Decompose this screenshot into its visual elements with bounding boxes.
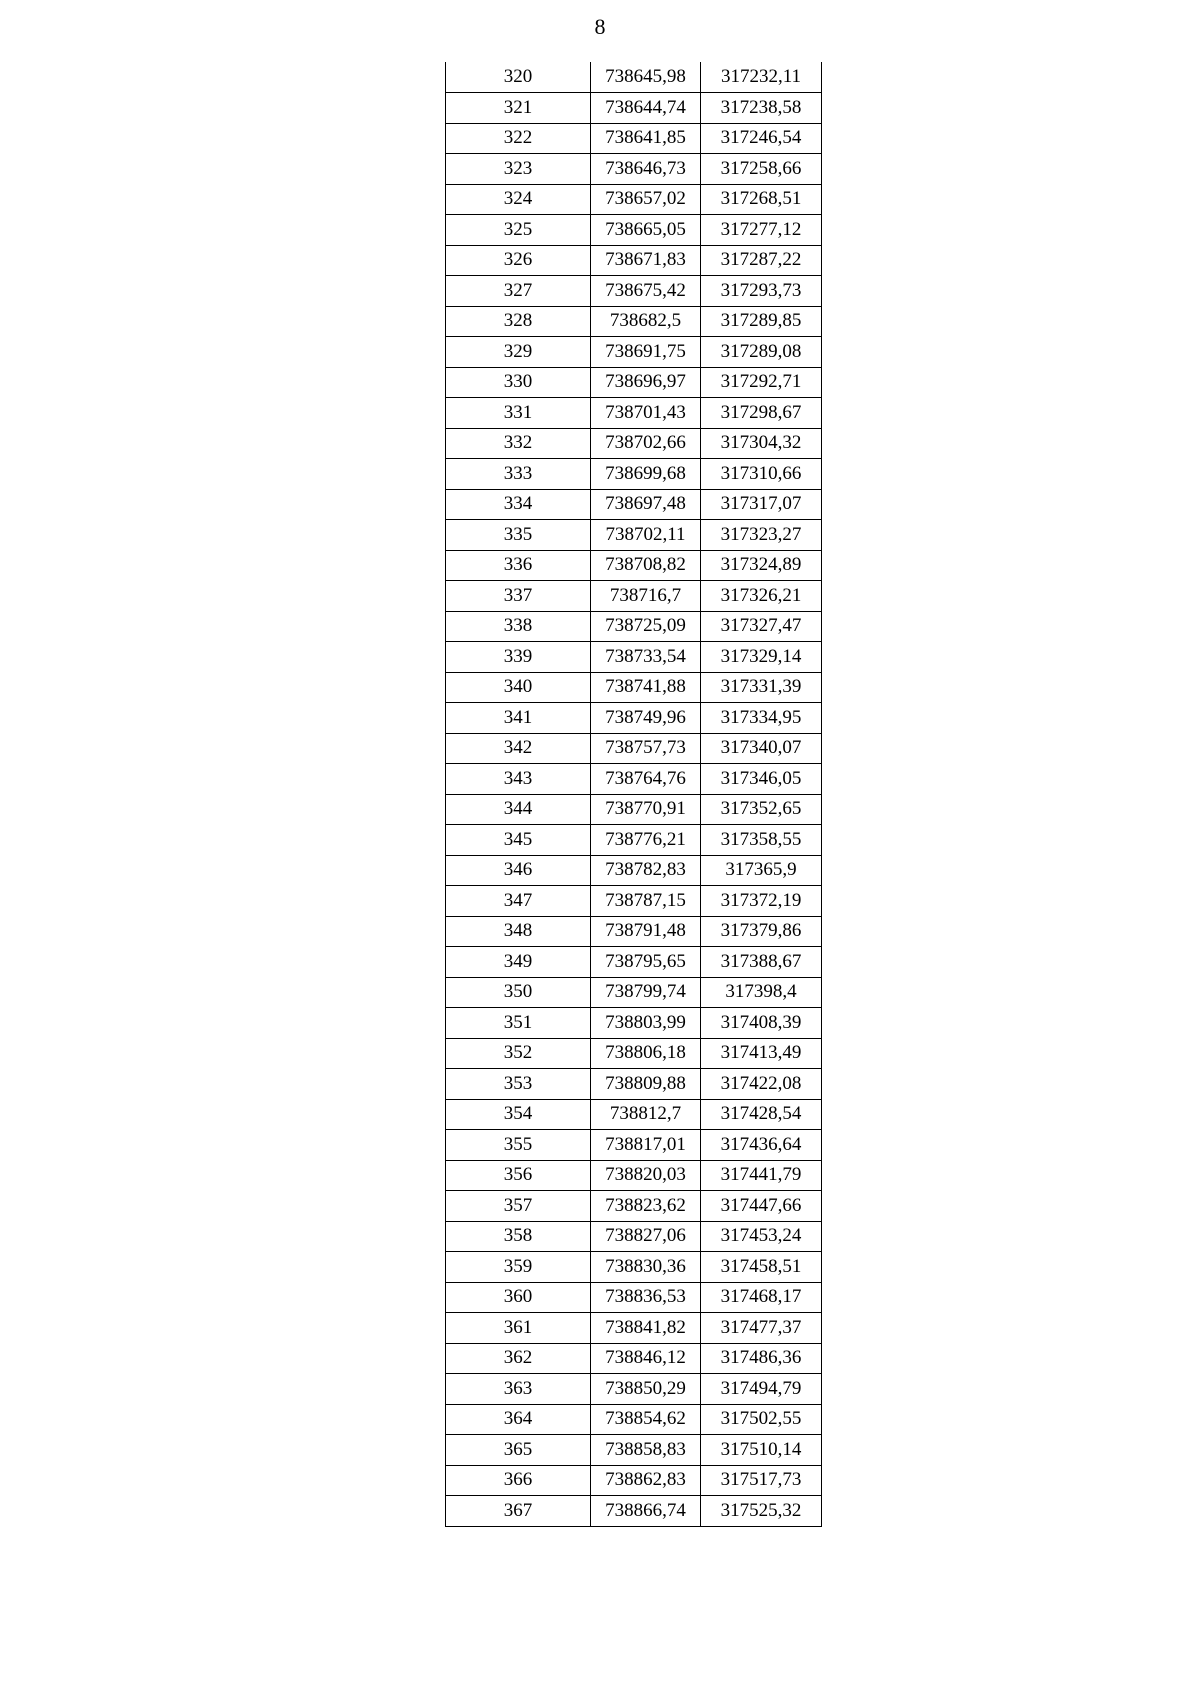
y-coordinate-cell: 317258,66 [701,154,822,185]
table-row [446,1252,822,1283]
x-coordinate-cell: 738701,43 [591,398,701,429]
point-number-cell: 356 [446,1160,591,1191]
table-row [446,367,822,398]
table-row [446,855,822,886]
x-coordinate-cell: 738858,83 [591,1435,701,1466]
table-row [446,1404,822,1435]
y-coordinate-cell: 317304,32 [701,428,822,459]
x-coordinate-cell: 738820,03 [591,1160,701,1191]
y-coordinate-cell: 317468,17 [701,1282,822,1313]
table-row [446,489,822,520]
point-number-cell: 321 [446,93,591,124]
table-row [446,276,822,307]
y-coordinate-cell: 317486,36 [701,1343,822,1374]
x-coordinate-cell: 738671,83 [591,245,701,276]
table-row [446,337,822,368]
table-row [446,1465,822,1496]
table-row [446,398,822,429]
point-number-cell: 324 [446,184,591,215]
coordinates-table [445,62,822,1527]
point-number-cell: 333 [446,459,591,490]
x-coordinate-cell: 738803,99 [591,1008,701,1039]
x-coordinate-cell: 738645,98 [591,62,701,93]
y-coordinate-cell: 317232,11 [701,62,822,93]
y-coordinate-cell: 317447,66 [701,1191,822,1222]
point-number-cell: 352 [446,1038,591,1069]
y-coordinate-cell: 317379,86 [701,916,822,947]
x-coordinate-cell: 738846,12 [591,1343,701,1374]
table-row [446,1374,822,1405]
y-coordinate-cell: 317246,54 [701,123,822,154]
point-number-cell: 353 [446,1069,591,1100]
x-coordinate-cell: 738691,75 [591,337,701,368]
page-number: 8 [594,14,606,39]
table-row [446,245,822,276]
y-coordinate-cell: 317388,67 [701,947,822,978]
x-coordinate-cell: 738862,83 [591,1465,701,1496]
y-coordinate-cell: 317413,49 [701,1038,822,1069]
x-coordinate-cell: 738791,48 [591,916,701,947]
y-coordinate-cell: 317422,08 [701,1069,822,1100]
x-coordinate-cell: 738836,53 [591,1282,701,1313]
table-row [446,1038,822,1069]
y-coordinate-cell: 317346,05 [701,764,822,795]
y-coordinate-cell: 317365,9 [701,855,822,886]
table-row [446,1191,822,1222]
table-row [446,62,822,93]
y-coordinate-cell: 317277,12 [701,215,822,246]
y-coordinate-cell: 317289,85 [701,306,822,337]
x-coordinate-cell: 738749,96 [591,703,701,734]
x-coordinate-cell: 738827,06 [591,1221,701,1252]
y-coordinate-cell: 317298,67 [701,398,822,429]
point-number-cell: 355 [446,1130,591,1161]
x-coordinate-cell: 738757,73 [591,733,701,764]
point-number-cell: 365 [446,1435,591,1466]
table-row [446,825,822,856]
table-row [446,794,822,825]
point-number-cell: 327 [446,276,591,307]
table-row [446,1221,822,1252]
y-coordinate-cell: 317340,07 [701,733,822,764]
point-number-cell: 349 [446,947,591,978]
x-coordinate-cell: 738812,7 [591,1099,701,1130]
x-coordinate-cell: 738675,42 [591,276,701,307]
point-number-cell: 331 [446,398,591,429]
x-coordinate-cell: 738809,88 [591,1069,701,1100]
x-coordinate-cell: 738741,88 [591,672,701,703]
table-row [446,1069,822,1100]
x-coordinate-cell: 738776,21 [591,825,701,856]
point-number-cell: 361 [446,1313,591,1344]
point-number-cell: 366 [446,1465,591,1496]
y-coordinate-cell: 317441,79 [701,1160,822,1191]
point-number-cell: 351 [446,1008,591,1039]
table-row [446,123,822,154]
point-number-cell: 357 [446,1191,591,1222]
table-row [446,520,822,551]
y-coordinate-cell: 317398,4 [701,977,822,1008]
point-number-cell: 344 [446,794,591,825]
x-coordinate-cell: 738665,05 [591,215,701,246]
y-coordinate-cell: 317310,66 [701,459,822,490]
point-number-cell: 363 [446,1374,591,1405]
y-coordinate-cell: 317352,65 [701,794,822,825]
point-number-cell: 334 [446,489,591,520]
y-coordinate-cell: 317502,55 [701,1404,822,1435]
y-coordinate-cell: 317329,14 [701,642,822,673]
x-coordinate-cell: 738682,5 [591,306,701,337]
point-number-cell: 341 [446,703,591,734]
point-number-cell: 322 [446,123,591,154]
x-coordinate-cell: 738733,54 [591,642,701,673]
point-number-cell: 325 [446,215,591,246]
table-row [446,306,822,337]
x-coordinate-cell: 738795,65 [591,947,701,978]
point-number-cell: 328 [446,306,591,337]
point-number-cell: 347 [446,886,591,917]
point-number-cell: 348 [446,916,591,947]
y-coordinate-cell: 317334,95 [701,703,822,734]
table-row [446,581,822,612]
y-coordinate-cell: 317372,19 [701,886,822,917]
y-coordinate-cell: 317323,27 [701,520,822,551]
point-number-cell: 340 [446,672,591,703]
x-coordinate-cell: 738817,01 [591,1130,701,1161]
x-coordinate-cell: 738641,85 [591,123,701,154]
point-number-cell: 354 [446,1099,591,1130]
x-coordinate-cell: 738708,82 [591,550,701,581]
x-coordinate-cell: 738782,83 [591,855,701,886]
x-coordinate-cell: 738830,36 [591,1252,701,1283]
point-number-cell: 360 [446,1282,591,1313]
coordinates-table-body [446,62,822,1526]
table-row [446,1496,822,1527]
table-row [446,428,822,459]
point-number-cell: 367 [446,1496,591,1527]
table-row [446,1130,822,1161]
y-coordinate-cell: 317436,64 [701,1130,822,1161]
x-coordinate-cell: 738702,11 [591,520,701,551]
point-number-cell: 359 [446,1252,591,1283]
x-coordinate-cell: 738702,66 [591,428,701,459]
y-coordinate-cell: 317287,22 [701,245,822,276]
table-row [446,611,822,642]
point-number-cell: 358 [446,1221,591,1252]
y-coordinate-cell: 317408,39 [701,1008,822,1039]
point-number-cell: 342 [446,733,591,764]
point-number-cell: 343 [446,764,591,795]
point-number-cell: 335 [446,520,591,551]
table-row [446,215,822,246]
point-number-cell: 339 [446,642,591,673]
x-coordinate-cell: 738850,29 [591,1374,701,1405]
y-coordinate-cell: 317317,07 [701,489,822,520]
table-row [446,672,822,703]
table-row [446,764,822,795]
point-number-cell: 336 [446,550,591,581]
point-number-cell: 323 [446,154,591,185]
table-row [446,1160,822,1191]
y-coordinate-cell: 317327,47 [701,611,822,642]
y-coordinate-cell: 317525,32 [701,1496,822,1527]
point-number-cell: 364 [446,1404,591,1435]
y-coordinate-cell: 317477,37 [701,1313,822,1344]
point-number-cell: 350 [446,977,591,1008]
table-row [446,733,822,764]
table-row [446,642,822,673]
table-row [446,459,822,490]
table-row [446,703,822,734]
table-row [446,154,822,185]
table-row [446,1099,822,1130]
x-coordinate-cell: 738841,82 [591,1313,701,1344]
x-coordinate-cell: 738725,09 [591,611,701,642]
y-coordinate-cell: 317268,51 [701,184,822,215]
y-coordinate-cell: 317324,89 [701,550,822,581]
y-coordinate-cell: 317494,79 [701,1374,822,1405]
table-row [446,1343,822,1374]
point-number-cell: 362 [446,1343,591,1374]
point-number-cell: 326 [446,245,591,276]
table-row [446,916,822,947]
table-row [446,1313,822,1344]
x-coordinate-cell: 738646,73 [591,154,701,185]
x-coordinate-cell: 738657,02 [591,184,701,215]
table-row [446,550,822,581]
x-coordinate-cell: 738716,7 [591,581,701,612]
point-number-cell: 338 [446,611,591,642]
y-coordinate-cell: 317458,51 [701,1252,822,1283]
x-coordinate-cell: 738696,97 [591,367,701,398]
point-number-cell: 346 [446,855,591,886]
point-number-cell: 337 [446,581,591,612]
x-coordinate-cell: 738764,76 [591,764,701,795]
table-row [446,184,822,215]
x-coordinate-cell: 738823,62 [591,1191,701,1222]
y-coordinate-cell: 317293,73 [701,276,822,307]
table-row [446,93,822,124]
y-coordinate-cell: 317428,54 [701,1099,822,1130]
table-row [446,886,822,917]
point-number-cell: 345 [446,825,591,856]
x-coordinate-cell: 738699,68 [591,459,701,490]
x-coordinate-cell: 738787,15 [591,886,701,917]
point-number-cell: 332 [446,428,591,459]
y-coordinate-cell: 317289,08 [701,337,822,368]
table-row [446,947,822,978]
y-coordinate-cell: 317517,73 [701,1465,822,1496]
y-coordinate-cell: 317331,39 [701,672,822,703]
x-coordinate-cell: 738697,48 [591,489,701,520]
y-coordinate-cell: 317453,24 [701,1221,822,1252]
point-number-cell: 330 [446,367,591,398]
y-coordinate-cell: 317358,55 [701,825,822,856]
x-coordinate-cell: 738854,62 [591,1404,701,1435]
y-coordinate-cell: 317326,21 [701,581,822,612]
point-number-cell: 329 [446,337,591,368]
y-coordinate-cell: 317292,71 [701,367,822,398]
x-coordinate-cell: 738806,18 [591,1038,701,1069]
table-row [446,1435,822,1466]
x-coordinate-cell: 738644,74 [591,93,701,124]
y-coordinate-cell: 317510,14 [701,1435,822,1466]
y-coordinate-cell: 317238,58 [701,93,822,124]
table-row [446,1282,822,1313]
x-coordinate-cell: 738866,74 [591,1496,701,1527]
point-number-cell: 320 [446,62,591,93]
x-coordinate-cell: 738799,74 [591,977,701,1008]
x-coordinate-cell: 738770,91 [591,794,701,825]
table-row [446,977,822,1008]
table-row [446,1008,822,1039]
